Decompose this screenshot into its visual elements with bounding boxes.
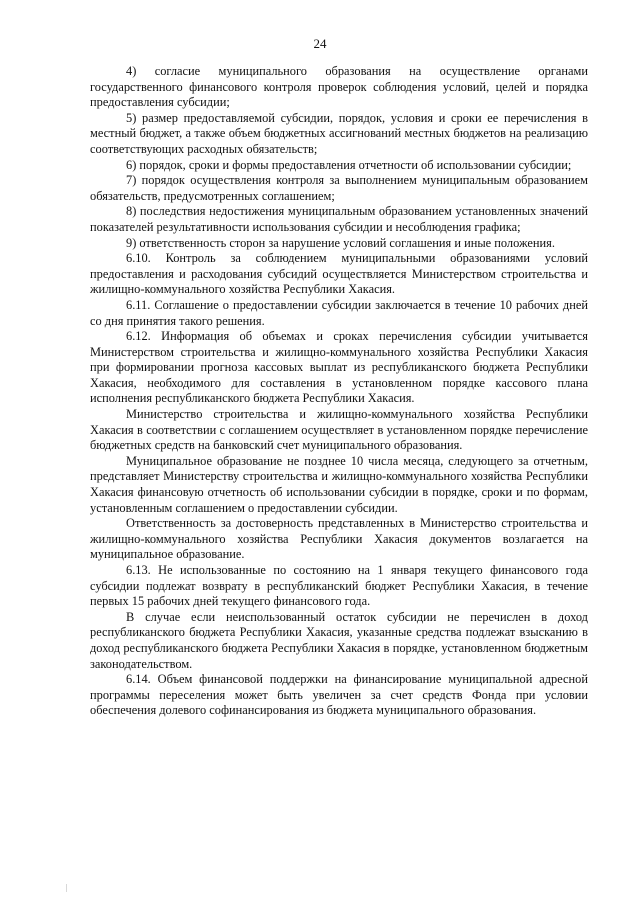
paragraph-item-6: 6) порядок, сроки и формы предоставления отчетности об использовании субсидии;: [126, 157, 572, 172]
paragraph-item-9: 9) ответственность сторон за нарушение условий соглашения и иные положения.: [126, 235, 555, 250]
paragraph-ministry-transfer: Министерство строительства и жилищно-коммунального хозяйства Республики Хакасия в соответствии с соглашением осуществляет в установленном порядке перечисление бюджетных средств на банковский счет муниципального образования.: [90, 407, 588, 453]
paragraph-unused-balance: В случае если неиспользованный остаток субсидии не перечислен в доход республиканского бюджета Республики Хакасия, указанные средства подлежат взысканию в доход республиканского бюджета Республики Хакасия в порядке, установленном бюджетным законодательством.: [90, 609, 588, 671]
paragraph-section-6-12: 6.12. Информация об объемах и сроках перечисления субсидии учитывается Министерством строительства и жилищно-коммунального хозяйства Республики Хакасия при формировании прогноза кассовых выплат из республиканского бюджета Республики Хакасия, необходимого для составления в установленном порядке кассового плана исполнения республиканского бюджета Республики Хакасия.: [90, 329, 588, 406]
page-number: 24: [313, 36, 327, 51]
paragraph-item-8: 8) последствия недостижения муниципальным образованием установленных значений показателей результативности использования субсидии и несоблюдения графика;: [90, 204, 588, 234]
document-body: [90, 64, 588, 719]
paragraph-section-6-11: 6.11. Соглашение о предоставлении субсидии заключается в течение 10 рабочих дней со дня принятия такого решения.: [90, 297, 588, 328]
scan-artifact: [66, 884, 67, 892]
paragraph-item-7: 7) порядок осуществления контроля за выполнением муниципальным образованием обязательств, предусмотренных соглашением;: [90, 173, 588, 203]
paragraph-item-4: 4) согласие муниципального образования на осуществление органами государственного финансового контроля проверок соблюдения условий, целей и порядка предоставления субсидии;: [90, 64, 588, 110]
paragraph-municipal-reporting: Муниципальное образование не позднее 10 числа месяца, следующего за отчетным, представляет Министерству строительства и жилищно-коммунального хозяйства Республики Хакасия финансовую отчетность об использовании субсидии в порядке, сроки и по формам, установленным соглашением о предоставлении субсидии.: [90, 453, 588, 515]
paragraph-responsibility: Ответственность за достоверность представленных в Министерство строительства и жилищно-коммунального хозяйства Республики Хакасия документов возлагается на муниципальное образование.: [90, 516, 588, 562]
paragraph-section-6-10: 6.10. Контроль за соблюдением муниципальными образованиями условий предоставления и расходования субсидий осуществляется Министерством строительства и жилищно-коммунального хозяйства Республики Хакасия.: [90, 251, 588, 297]
paragraph-item-5: 5) размер предоставляемой субсидии, порядок, условия и сроки ее перечисления в местный бюджет, а также объем бюджетных ассигнований местных бюджетов на реализацию соответствующих расходных обязательств;: [90, 110, 588, 156]
paragraph-section-6-14: 6.14. Объем финансовой поддержки на финансирование муниципальной адресной программы переселения может быть увеличен за счет средств Фонда при условии обеспечения долевого софинансирования из бюджета муниципального образования.: [90, 672, 588, 718]
paragraph-section-6-13: 6.13. Не использованные по состоянию на 1 января текущего финансового года субсидии подлежат возврату в республиканский бюджет Республики Хакасия, в течение первых 15 рабочих дней текущего финансового года.: [90, 563, 588, 609]
